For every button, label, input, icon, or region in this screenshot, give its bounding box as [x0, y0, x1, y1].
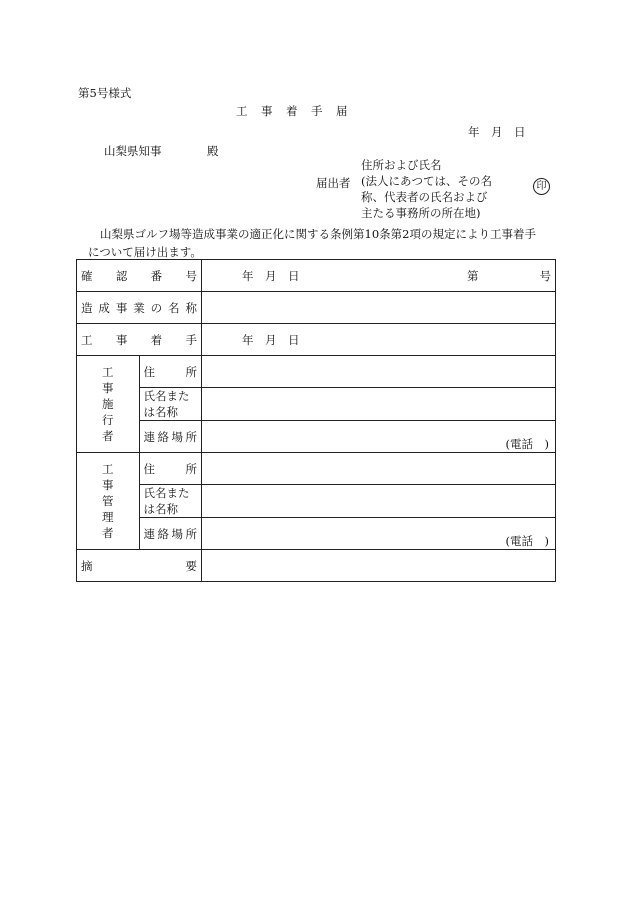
- value-contractor-address[interactable]: [202, 356, 556, 388]
- addressee: 山梨県知事: [104, 144, 162, 158]
- group-char: 工: [102, 365, 114, 379]
- label-manager-name: [139, 485, 202, 518]
- row-contractor-name: [77, 388, 556, 421]
- submission-date: 年 月 日: [468, 125, 526, 139]
- group-char: 行: [102, 413, 114, 427]
- row-contractor-contact: [77, 421, 556, 453]
- form-table: [76, 259, 556, 582]
- label-char: 住: [143, 461, 155, 476]
- value-manager-contact[interactable]: [202, 518, 556, 550]
- label-confirmation-number: [77, 260, 202, 292]
- label-char: 手: [185, 332, 197, 347]
- body-line: 山梨県ゴルフ場等造成事業の適正化に関する条例第10条第2項の規定により工事着手: [100, 227, 536, 241]
- label-char: 着: [150, 332, 163, 347]
- group-char: 者: [102, 526, 114, 540]
- confirmation-date: 年 月 日: [242, 268, 300, 283]
- contractor-phone: (電話 ): [505, 436, 549, 451]
- label-char: 連: [143, 526, 155, 541]
- label-char: 所: [185, 461, 197, 476]
- group-char: 施: [102, 397, 114, 411]
- manager-phone: (電話 ): [505, 533, 549, 548]
- label-char: 称: [185, 300, 197, 315]
- applicant-block: [361, 157, 492, 221]
- value-project-name[interactable]: [202, 292, 556, 324]
- group-char: 工: [102, 462, 114, 476]
- label-manager-contact: [139, 518, 202, 550]
- label-char: 認: [115, 268, 128, 283]
- label-char: 摘: [81, 558, 93, 573]
- start-date: 年 月 日: [242, 332, 300, 347]
- value-manager-address[interactable]: [202, 453, 556, 485]
- label-manager-group: [77, 453, 140, 550]
- form-number: 第5号様式: [78, 86, 132, 100]
- label-char: 業: [133, 300, 145, 315]
- body-line: について届け出ます。: [88, 245, 202, 259]
- value-contractor-contact[interactable]: [202, 421, 556, 453]
- row-confirmation-number: [77, 260, 556, 292]
- label-char: 連: [143, 429, 155, 444]
- label-char: 成: [98, 300, 110, 315]
- applicant-line: 住所および氏名: [361, 158, 442, 172]
- label-char: 場: [171, 429, 183, 444]
- confirmation-no: [467, 268, 551, 284]
- value-confirmation-number[interactable]: [202, 260, 556, 292]
- row-project-name: [77, 292, 556, 324]
- value-manager-name[interactable]: [202, 485, 556, 518]
- label-remarks: [77, 550, 202, 582]
- label-contractor-group: [77, 356, 140, 453]
- label-char: 番: [150, 268, 163, 283]
- label-construction-start: [77, 324, 202, 356]
- no-suffix: 号: [539, 268, 551, 283]
- group-char: 事: [102, 381, 114, 395]
- group-char: 者: [102, 429, 114, 443]
- group-char: 理: [102, 510, 114, 524]
- value-contractor-name[interactable]: [202, 388, 556, 421]
- row-remarks: [77, 550, 556, 582]
- label-text: 氏名または名称: [143, 389, 190, 419]
- label-char: 絡: [157, 526, 169, 541]
- label-char: 工: [81, 332, 93, 347]
- applicant-line: 主たる事務所の所在地): [361, 206, 481, 220]
- label-char: の: [150, 300, 163, 315]
- label-char: 所: [185, 364, 197, 379]
- row-contractor-address: [77, 356, 556, 388]
- label-char: 造: [81, 300, 93, 315]
- label-char: 号: [185, 268, 197, 283]
- applicant-line: (法人にあつては、その名: [361, 174, 492, 188]
- applicant-line: 称、代表者の氏名および: [361, 190, 488, 204]
- no-prefix: 第: [467, 268, 479, 283]
- label-char: 事: [115, 300, 128, 315]
- row-manager-address: [77, 453, 556, 485]
- label-char: 名: [168, 300, 180, 315]
- honorific: 殿: [207, 144, 219, 158]
- applicant-label: 届出者: [316, 176, 351, 190]
- value-remarks[interactable]: [202, 550, 556, 582]
- label-contractor-contact: [139, 421, 202, 453]
- label-text: 氏名または名称: [143, 486, 190, 516]
- label-project-name: [77, 292, 202, 324]
- label-char: 所: [185, 429, 197, 444]
- row-construction-start: [77, 324, 556, 356]
- label-char: 事: [115, 332, 128, 347]
- group-char: 事: [102, 478, 114, 492]
- group-char: 管: [102, 494, 114, 508]
- label-char: 所: [185, 526, 197, 541]
- row-manager-name: [77, 485, 556, 518]
- label-char: 住: [143, 364, 155, 379]
- body-text: [88, 225, 553, 261]
- label-contractor-name: [139, 388, 202, 421]
- label-char: 絡: [157, 429, 169, 444]
- label-manager-address: [139, 453, 202, 485]
- row-manager-contact: [77, 518, 556, 550]
- label-contractor-address: [139, 356, 202, 388]
- seal-mark: 印: [533, 178, 550, 195]
- document-title: 工 事 着 手 届: [236, 104, 349, 118]
- value-construction-start[interactable]: [202, 324, 556, 356]
- label-char: 要: [185, 558, 197, 573]
- label-char: 場: [171, 526, 183, 541]
- label-char: 確: [81, 268, 93, 283]
